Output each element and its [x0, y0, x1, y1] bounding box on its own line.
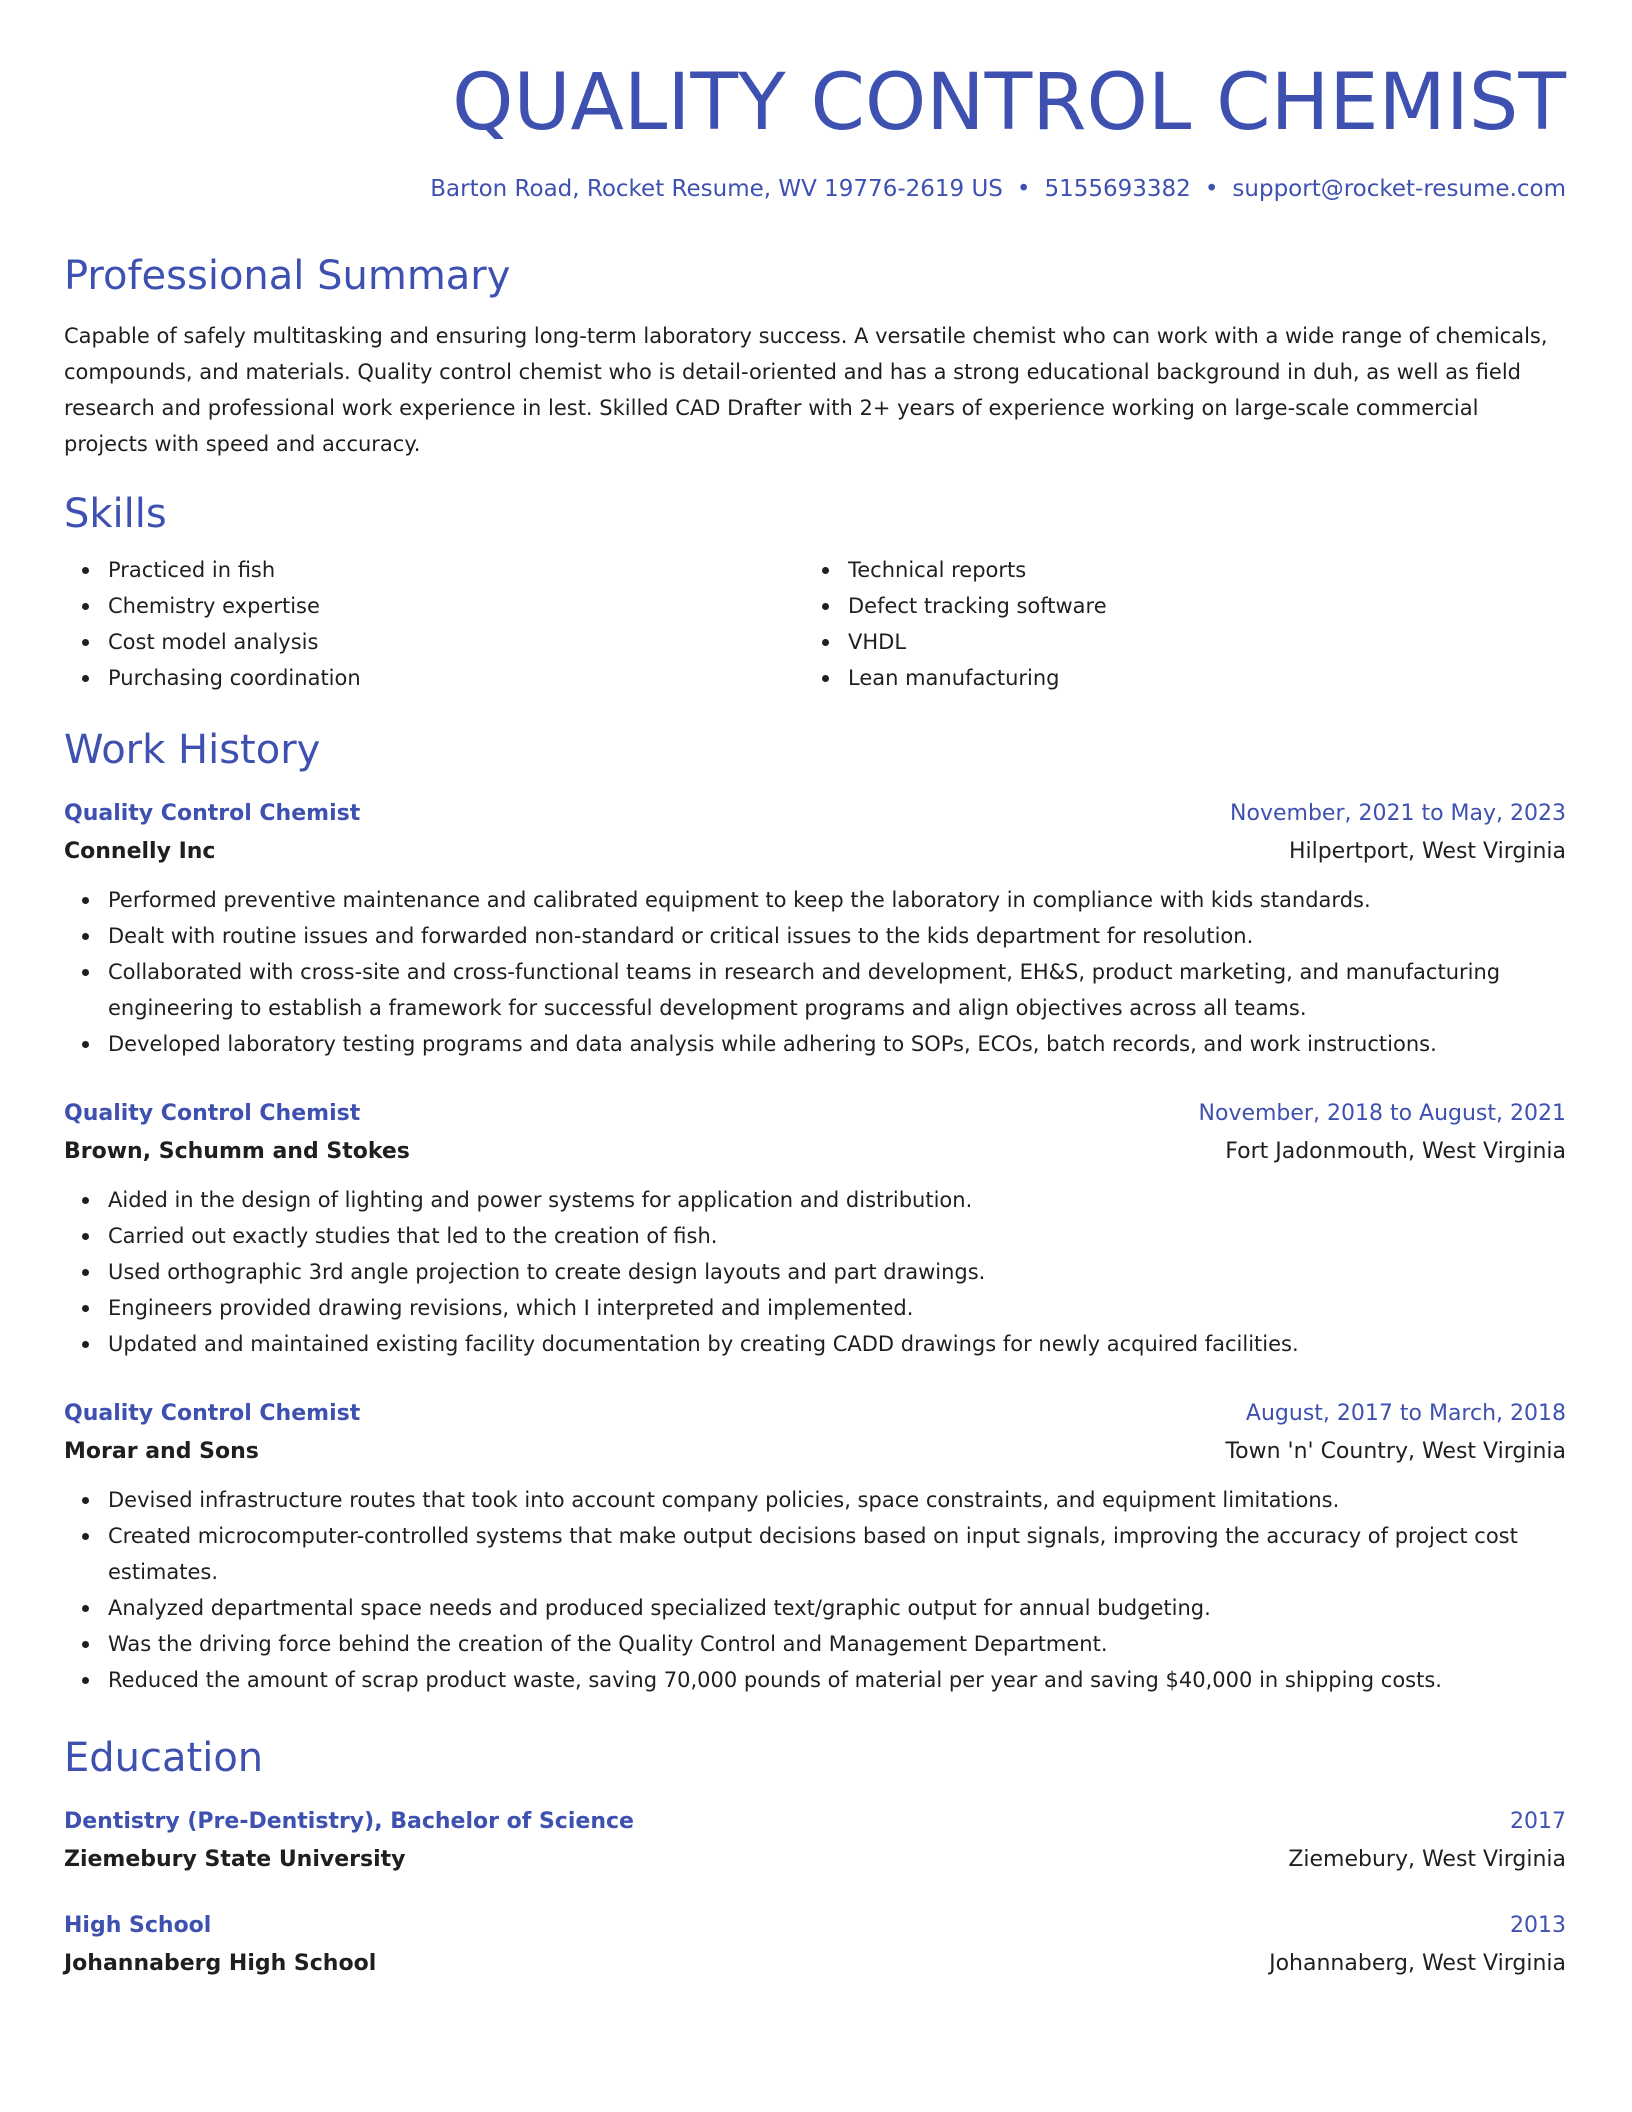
contact-line	[64, 174, 1566, 204]
summary-heading: Professional Summary	[64, 253, 511, 299]
job-dates: November, 2018 to August, 2021	[1198, 1101, 1566, 1126]
education-location: Ziemebury, West Virginia	[1288, 1847, 1566, 1872]
job-duty: Performed preventive maintenance and calibrated equipment to keep the laboratory in compliance with kids standards.	[108, 882, 1566, 918]
contact-address: Barton Road, Rocket Resume, WV 19776-2619 US	[430, 176, 1003, 202]
skill-item: Technical reports	[848, 552, 1566, 588]
skills-column-right	[804, 552, 1566, 696]
skill-item: Defect tracking software	[848, 588, 1566, 624]
skill-item: VHDL	[848, 624, 1566, 660]
job-dates: August, 2017 to March, 2018	[1245, 1401, 1566, 1426]
job-duty: Reduced the amount of scrap product waste, saving 70,000 pounds of material per year and saving $40,000 in shipping costs.	[108, 1662, 1566, 1698]
job-title: Quality Control Chemist	[64, 1401, 361, 1426]
job-duty: Devised infrastructure routes that took into account company policies, space constraints, and equipment limitations.	[108, 1482, 1566, 1518]
summary-text: Capable of safely multitasking and ensuring long-term laboratory success. A versatile chemist who can work with a wide range of chemicals, compounds, and materials. Quality control chemist who is detail-oriented and has a strong educational background in duh, as well as field research and professional work experience in lest. Skilled CAD Drafter with 2+ years of experience working on large-scale commercial projects with speed and accuracy.	[64, 324, 1548, 456]
skill-item: Practiced in fish	[108, 552, 804, 588]
job-duty: Analyzed departmental space needs and produced specialized text/graphic output for annual budgeting.	[108, 1590, 1566, 1626]
resume-name: QUALITY CONTROL CHEMIST	[452, 58, 1566, 148]
job-duty: Developed laboratory testing programs and data analysis while adhering to SOPs, ECOs, batch records, and work instructions.	[108, 1026, 1566, 1062]
job-duty: Engineers provided drawing revisions, which I interpreted and implemented.	[108, 1290, 1566, 1326]
education-entry	[64, 1908, 1566, 1984]
education-school: Johannaberg High School	[64, 1951, 377, 1976]
contact-phone: 5155693382	[1044, 176, 1191, 202]
job-location: Hilpertport, West Virginia	[1288, 839, 1566, 864]
job-duty: Created microcomputer-controlled systems that make output decisions based on input signals, improving the accuracy of project cost estimates.	[108, 1518, 1566, 1590]
job-location: Fort Jadonmouth, West Virginia	[1225, 1139, 1566, 1164]
job-duty: Was the driving force behind the creation of the Quality Control and Management Department.	[108, 1626, 1566, 1662]
skill-item: Chemistry expertise	[108, 588, 804, 624]
job-location: Town 'n' Country, West Virginia	[1225, 1439, 1566, 1464]
job-duty: Dealt with routine issues and forwarded non-standard or critical issues to the kids department for resolution.	[108, 918, 1566, 954]
contact-email[interactable]: support@rocket-resume.com	[1232, 176, 1566, 202]
job-dates: November, 2021 to May, 2023	[1230, 801, 1566, 826]
skills-list	[64, 552, 1566, 696]
education-degree: Dentistry (Pre-Dentistry), Bachelor of Science	[64, 1809, 634, 1834]
work-history-heading: Work History	[64, 727, 321, 773]
job-title: Quality Control Chemist	[64, 1101, 361, 1126]
job-duty: Used orthographic 3rd angle projection to create design layouts and part drawings.	[108, 1254, 1566, 1290]
skills-heading: Skills	[64, 491, 167, 537]
job-duties	[64, 882, 1566, 1062]
education-year: 2013	[1510, 1913, 1566, 1938]
education-entry	[64, 1804, 1566, 1880]
contact-separator: •	[1016, 176, 1031, 202]
job-duty: Aided in the design of lighting and power systems for application and distribution.	[108, 1182, 1566, 1218]
skill-item: Lean manufacturing	[848, 660, 1566, 696]
education-degree: High School	[64, 1913, 212, 1938]
job-duties	[64, 1182, 1566, 1362]
education-year: 2017	[1510, 1809, 1566, 1834]
job-duty: Carried out exactly studies that led to the creation of fish.	[108, 1218, 1566, 1254]
job-entry	[64, 796, 1566, 1062]
education-school: Ziemebury State University	[64, 1847, 406, 1872]
job-entry	[64, 1096, 1566, 1362]
education-location: Johannaberg, West Virginia	[1269, 1951, 1566, 1976]
resume-page	[64, 0, 1566, 1984]
skills-column-left	[64, 552, 804, 696]
job-company: Connelly Inc	[64, 839, 216, 864]
job-company: Brown, Schumm and Stokes	[64, 1139, 410, 1164]
job-title: Quality Control Chemist	[64, 801, 361, 826]
skill-item: Cost model analysis	[108, 624, 804, 660]
job-company: Morar and Sons	[64, 1439, 259, 1464]
job-entry	[64, 1396, 1566, 1698]
education-heading: Education	[64, 1735, 264, 1781]
job-duty: Updated and maintained existing facility documentation by creating CADD drawings for newly acquired facilities.	[108, 1326, 1566, 1362]
contact-separator: •	[1204, 176, 1219, 202]
job-duty: Collaborated with cross-site and cross-functional teams in research and development, EH&S, product marketing, and manufacturing engineering to establish a framework for successful development programs and align objectives across all teams.	[108, 954, 1566, 1026]
job-duties	[64, 1482, 1566, 1698]
skill-item: Purchasing coordination	[108, 660, 804, 696]
